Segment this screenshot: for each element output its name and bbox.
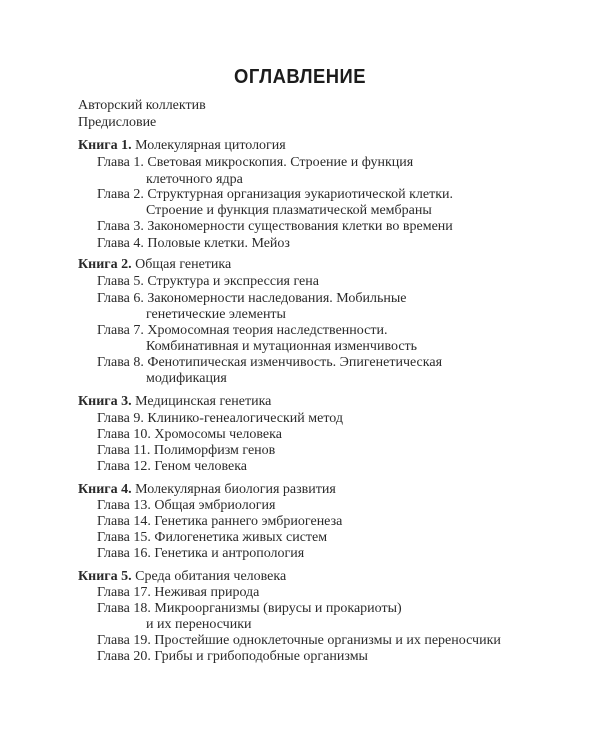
chapter-label: Глава 12. [97,459,151,474]
chapter-title: Грибы и грибоподобные организмы [154,649,368,664]
book-label: Книга 5. [78,569,132,584]
chapter-label: Глава 8. [97,355,144,370]
chapter-label: Глава 5. [97,274,144,289]
chapter-label: Глава 19. [97,633,151,648]
chapter-title: Хромосомная теория наследственности. [147,323,388,338]
toc-chapter-2[interactable] [97,186,453,203]
chapter-label: Глава 18. [97,601,151,616]
toc-chapter-20[interactable] [97,648,368,665]
chapter-label: Глава 4. [97,236,144,251]
toc-chapter-16[interactable] [97,545,304,562]
book-title: Общая генетика [135,257,232,272]
toc-chapter-18[interactable] [97,600,402,617]
book-title: Молекулярная цитология [135,138,286,153]
toc-chapter-10[interactable] [97,426,282,443]
chapter-title: Микроорганизмы (вирусы и прокариоты) [154,601,402,616]
book-label: Книга 2. [78,257,132,272]
chapter-label: Глава 7. [97,323,144,338]
toc-book-3[interactable] [78,393,271,410]
toc-book-1[interactable] [78,137,286,154]
chapter-label: Глава 16. [97,546,151,561]
toc-chapter-8[interactable] [97,354,442,371]
toc-book-4[interactable] [78,481,336,498]
toc-chapter-19[interactable] [97,632,501,649]
toc-chapter-1[interactable] [97,154,413,171]
chapter-label: Глава 11. [97,443,151,458]
chapter-title: Полиморфизм генов [153,443,276,458]
chapter-title: Неживая природа [154,585,260,600]
chapter-title: Световая микроскопия. Строение и функция [147,155,414,170]
chapter-title-continued: генетические элементы [146,307,286,322]
toc-chapter-17[interactable] [97,584,259,601]
chapter-title: Генетика и антропология [154,546,305,561]
toc-chapter-12[interactable] [97,458,247,475]
toc-entry-authors[interactable]: Авторский коллектив [78,98,206,113]
book-label: Книга 1. [78,138,132,153]
toc-chapter-6[interactable] [97,290,407,307]
toc-chapter-5[interactable] [97,273,319,290]
chapter-label: Глава 6. [97,291,144,306]
toc-chapter-4[interactable] [97,235,290,252]
chapter-label: Глава 20. [97,649,151,664]
book-title: Среда обитания человека [135,569,287,584]
chapter-label: Глава 9. [97,411,144,426]
chapter-title: Хромосомы человека [154,427,282,442]
book-title: Молекулярная биология развития [135,482,336,497]
toc-book-2[interactable] [78,256,231,273]
chapter-label: Глава 14. [97,514,151,529]
chapter-title-continued: Строение и функция плазматической мембраны [146,203,432,218]
chapter-title: Структура и экспрессия гена [147,274,319,289]
chapter-title: Филогенетика живых систем [154,530,328,545]
chapter-label: Глава 17. [97,585,151,600]
chapter-title: Простейшие одноклеточные организмы и их переносчики [154,633,501,648]
chapter-label: Глава 1. [97,155,144,170]
toc-chapter-7[interactable] [97,322,387,339]
chapter-title: Структурная организация эукариотической клетки. [147,187,453,202]
chapter-title: Половые клетки. Мейоз [147,236,290,251]
chapter-title: Клинико-генеалогический метод [147,411,343,426]
chapter-title-continued: Комбинативная и мутационная изменчивость [146,339,418,354]
toc-chapter-11[interactable] [97,442,275,459]
chapter-title-continued: клеточного ядра [146,172,243,187]
toc-entry-preface[interactable]: Предисловие [78,115,157,130]
book-label: Книга 3. [78,394,132,409]
book-title: Медицинская генетика [135,394,272,409]
chapter-label: Глава 2. [97,187,144,202]
chapter-title-continued: и их переносчики [146,617,252,632]
toc-chapter-13[interactable] [97,497,275,514]
chapter-label: Глава 10. [97,427,151,442]
chapter-title: Фенотипическая изменчивость. Эпигенетическая [147,355,443,370]
chapter-title: Закономерности существования клетки во времени [147,219,453,234]
toc-title: ОГЛАВЛЕНИЕ [234,66,366,88]
chapter-label: Глава 15. [97,530,151,545]
chapter-title: Общая эмбриология [154,498,276,513]
toc-chapter-14[interactable] [97,513,342,530]
chapter-label: Глава 3. [97,219,144,234]
chapter-title: Геном человека [154,459,248,474]
chapter-label: Глава 13. [97,498,151,513]
toc-book-5[interactable] [78,568,286,585]
toc-chapter-15[interactable] [97,529,327,546]
chapter-title: Генетика раннего эмбриогенеза [154,514,343,529]
toc-chapter-3[interactable] [97,218,453,235]
chapter-title-continued: модификация [146,371,227,386]
chapter-title: Закономерности наследования. Мобильные [147,291,407,306]
toc-chapter-9[interactable] [97,410,343,427]
book-label: Книга 4. [78,482,132,497]
